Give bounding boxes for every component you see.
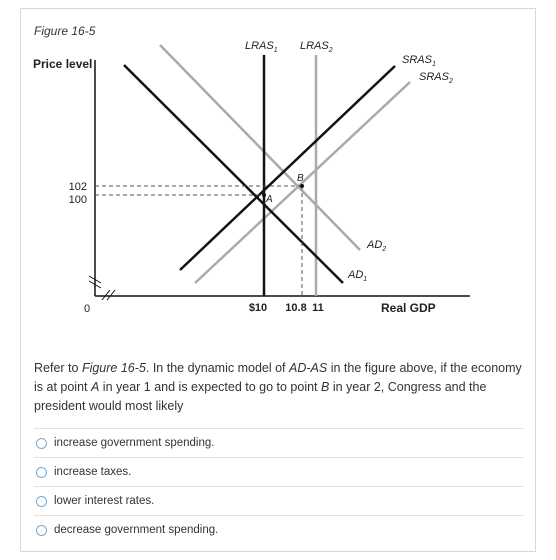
figure-title: Figure 16-5 [34, 24, 96, 38]
x-tick-10-8: 10.8 [285, 302, 307, 314]
ad2-curve [160, 45, 360, 250]
option-label: increase taxes. [54, 466, 132, 478]
y-tick-100: 100 [68, 194, 87, 206]
x-tick-10: $10 [248, 302, 268, 314]
option-label: lower interest rates. [54, 495, 155, 507]
answer-options [34, 428, 524, 544]
answer-option[interactable] [34, 515, 524, 544]
x-tick-11: 11 [312, 302, 324, 314]
question-text: Refer to Figure 16-5. In the dynamic model of AD-AS in the figure above, if the economy is at point A in year 1 and is expected to go to point B in year 2, Congress and the president would most likely [34, 361, 522, 413]
sras2-label: $SRAS_2$ [419, 71, 453, 85]
answer-option[interactable] [34, 428, 524, 457]
sras1-curve [180, 66, 395, 270]
x-axis-break-mark [102, 290, 115, 300]
lras2-label: $LRAS_2$ [300, 40, 333, 54]
radio-button[interactable] [36, 467, 47, 478]
radio-button[interactable] [36, 496, 47, 507]
radio-button[interactable] [36, 438, 47, 449]
radio-button[interactable] [36, 525, 47, 536]
option-label: increase government spending. [54, 437, 215, 449]
y-axis-label: Price level [33, 57, 93, 71]
lras1-label: $LRAS_1$ [245, 40, 278, 54]
sras1-label: $SRAS_1$ [402, 54, 436, 68]
origin-label: 0 [84, 303, 91, 315]
ad2-label: $AD_2$ [367, 239, 387, 253]
point-b-marker [300, 184, 304, 188]
ad1-label: $AD_1$ [348, 269, 368, 283]
answer-option[interactable] [34, 457, 524, 486]
option-label: decrease government spending. [54, 524, 219, 536]
answer-option[interactable] [34, 486, 524, 515]
y-tick-102: 102 [68, 181, 87, 193]
point-a-label: A [266, 194, 273, 205]
x-axis-label: Real GDP [381, 301, 436, 315]
point-b-label: B [297, 173, 304, 184]
